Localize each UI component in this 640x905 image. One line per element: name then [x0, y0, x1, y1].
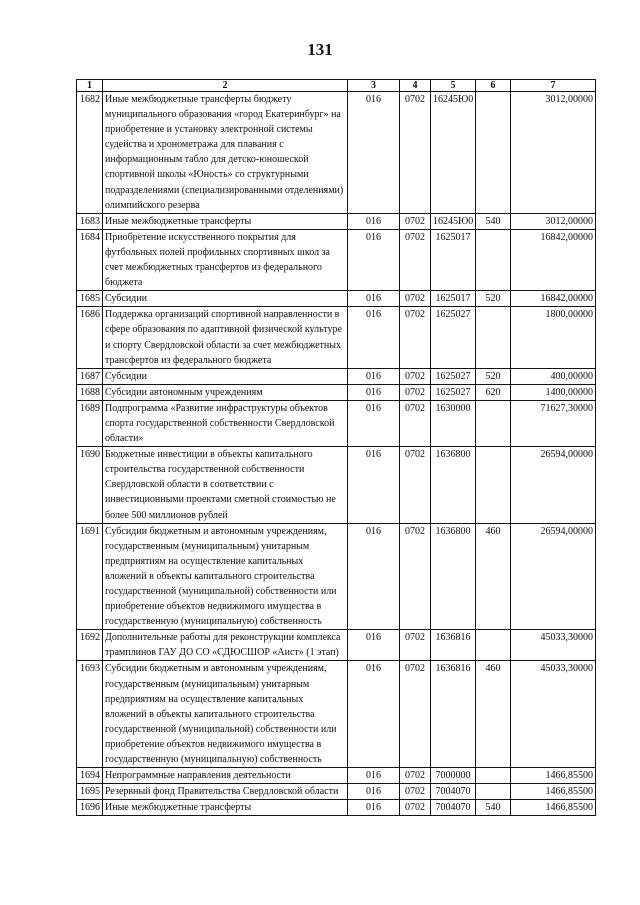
expense-type-code: 620 [476, 384, 511, 400]
row-number: 1695 [77, 784, 103, 800]
row-amount: 3012,00000 [511, 213, 596, 229]
section-code: 0702 [400, 630, 431, 661]
section-code: 0702 [400, 291, 431, 307]
row-name: Субсидии [103, 291, 348, 307]
table-row [77, 784, 596, 800]
row-name: Дополнительные работы для реконструкции комплекса трамплинов ГАУ ДО СО «СДЮСШОР «Аист» (1 этап) [103, 630, 348, 661]
table-row [77, 368, 596, 384]
table-row [77, 291, 596, 307]
row-number: 1683 [77, 213, 103, 229]
column-header: 5 [431, 80, 476, 92]
row-number: 1685 [77, 291, 103, 307]
expense-type-code [476, 400, 511, 446]
expense-type-code [476, 630, 511, 661]
row-number: 1689 [77, 400, 103, 446]
table-row [77, 630, 596, 661]
row-name: Субсидии автономным учреждениям [103, 384, 348, 400]
table-row [77, 400, 596, 446]
target-article-code: 7000000 [431, 768, 476, 784]
admin-code: 016 [348, 384, 400, 400]
table-row [77, 523, 596, 630]
target-article-code: 1636800 [431, 447, 476, 523]
admin-code: 016 [348, 400, 400, 446]
section-code: 0702 [400, 784, 431, 800]
section-code: 0702 [400, 768, 431, 784]
expense-type-code [476, 307, 511, 368]
admin-code: 016 [348, 213, 400, 229]
table-row [77, 307, 596, 368]
row-amount: 45033,30000 [511, 661, 596, 768]
expense-type-code: 460 [476, 523, 511, 630]
expense-type-code: 540 [476, 213, 511, 229]
section-code: 0702 [400, 400, 431, 446]
target-article-code: 1625027 [431, 307, 476, 368]
target-article-code: 7004070 [431, 784, 476, 800]
expense-type-code: 520 [476, 368, 511, 384]
row-number: 1693 [77, 661, 103, 768]
row-number: 1694 [77, 768, 103, 784]
admin-code: 016 [348, 523, 400, 630]
row-number: 1684 [77, 229, 103, 290]
row-number: 1688 [77, 384, 103, 400]
table-row [77, 661, 596, 768]
admin-code: 016 [348, 92, 400, 214]
row-name: Приобретение искусственного покрытия для футбольных полей профильных спортивных школ за счет межбюджетных трансфертов из федерального бюджета [103, 229, 348, 290]
table-row [77, 768, 596, 784]
admin-code: 016 [348, 291, 400, 307]
row-amount: 26594,00000 [511, 523, 596, 630]
target-article-code: 1630000 [431, 400, 476, 446]
section-code: 0702 [400, 384, 431, 400]
row-name: Субсидии бюджетным и автономным учреждениям, государственным (муниципальным) унитарным предприятиям на осуществление капитальных вложений в объекты капитального строительства государственной (муниципальной) собственности или приобретение объектов недвижимого имущества в государственную (муниципальную) собственность [103, 661, 348, 768]
table-row [77, 92, 596, 214]
budget-table [76, 79, 596, 816]
column-header: 1 [77, 80, 103, 92]
row-name: Бюджетные инвестиции в объекты капитального строительства государственной собственности Свердловской области в соответствии с инвестиционными проектами сметной стоимостью не более 500 миллионов рублей [103, 447, 348, 523]
section-code: 0702 [400, 92, 431, 214]
section-code: 0702 [400, 229, 431, 290]
admin-code: 016 [348, 768, 400, 784]
table-row [77, 213, 596, 229]
target-article-code: 16245Ю0 [431, 213, 476, 229]
row-amount: 1800,00000 [511, 307, 596, 368]
row-number: 1687 [77, 368, 103, 384]
row-name: Иные межбюджетные трансферты бюджету муниципального образования «город Екатеринбург» на приобретение и установку электронной системы судейства и хронометража для плавания с информационным табло для детско-юношеской спортивной школы «Юность» со структурными подразделениями (специализированными отделениями) олимпийского резерва [103, 92, 348, 214]
row-name: Иные межбюджетные трансферты [103, 800, 348, 816]
expense-type-code [476, 92, 511, 214]
expense-type-code: 520 [476, 291, 511, 307]
admin-code: 016 [348, 630, 400, 661]
section-code: 0702 [400, 368, 431, 384]
row-number: 1696 [77, 800, 103, 816]
admin-code: 016 [348, 661, 400, 768]
target-article-code: 1625027 [431, 368, 476, 384]
row-amount: 26594,00000 [511, 447, 596, 523]
column-header: 3 [348, 80, 400, 92]
row-name: Подпрограмма «Развитие инфраструктуры объектов спорта государственной собственности Свердловской области» [103, 400, 348, 446]
row-name: Резервный фонд Правительства Свердловской области [103, 784, 348, 800]
admin-code: 016 [348, 368, 400, 384]
expense-type-code [476, 447, 511, 523]
admin-code: 016 [348, 800, 400, 816]
target-article-code: 1636816 [431, 661, 476, 768]
table-row [77, 800, 596, 816]
expense-type-code: 460 [476, 661, 511, 768]
row-amount: 400,00000 [511, 368, 596, 384]
page-number: 131 [307, 40, 333, 59]
section-code: 0702 [400, 800, 431, 816]
expense-type-code [476, 229, 511, 290]
row-number: 1686 [77, 307, 103, 368]
target-article-code: 1636816 [431, 630, 476, 661]
section-code: 0702 [400, 447, 431, 523]
row-number: 1692 [77, 630, 103, 661]
table-row [77, 447, 596, 523]
target-article-code: 1625017 [431, 229, 476, 290]
admin-code: 016 [348, 229, 400, 290]
row-name: Поддержка организаций спортивной направленности в сфере образования по адаптивной физической культуре и спорту Свердловской области за счет межбюджетных трансфертов из федерального бюджета [103, 307, 348, 368]
row-name: Непрограммные направления деятельности [103, 768, 348, 784]
row-amount: 1400,00000 [511, 384, 596, 400]
target-article-code: 1625027 [431, 384, 476, 400]
section-code: 0702 [400, 307, 431, 368]
row-name: Субсидии бюджетным и автономным учреждениям, государственным (муниципальным) унитарным предприятиям на осуществление капитальных вложений в объекты капитального строительства государственной (муниципальной) собственности или приобретение объектов недвижимого имущества в государственную (муниципальную) собственность [103, 523, 348, 630]
target-article-code: 7004070 [431, 800, 476, 816]
row-name: Иные межбюджетные трансферты [103, 213, 348, 229]
expense-type-code [476, 784, 511, 800]
row-number: 1691 [77, 523, 103, 630]
target-article-code: 16245Ю0 [431, 92, 476, 214]
column-header: 6 [476, 80, 511, 92]
section-code: 0702 [400, 213, 431, 229]
row-amount: 3012,00000 [511, 92, 596, 214]
expense-type-code [476, 768, 511, 784]
row-amount: 1466,85500 [511, 784, 596, 800]
row-amount: 1466,85500 [511, 800, 596, 816]
admin-code: 016 [348, 307, 400, 368]
row-amount: 71627,30000 [511, 400, 596, 446]
row-amount: 45033,30000 [511, 630, 596, 661]
column-header: 7 [511, 80, 596, 92]
admin-code: 016 [348, 447, 400, 523]
column-header: 2 [103, 80, 348, 92]
table-row [77, 229, 596, 290]
row-amount: 16842,00000 [511, 229, 596, 290]
table-header-row [77, 80, 596, 92]
section-code: 0702 [400, 523, 431, 630]
row-number: 1690 [77, 447, 103, 523]
column-header: 4 [400, 80, 431, 92]
row-amount: 1466,85500 [511, 768, 596, 784]
expense-type-code: 540 [476, 800, 511, 816]
row-name: Субсидии [103, 368, 348, 384]
row-number: 1682 [77, 92, 103, 214]
target-article-code: 1625017 [431, 291, 476, 307]
table-row [77, 384, 596, 400]
row-amount: 16842,00000 [511, 291, 596, 307]
section-code: 0702 [400, 661, 431, 768]
admin-code: 016 [348, 784, 400, 800]
target-article-code: 1636800 [431, 523, 476, 630]
